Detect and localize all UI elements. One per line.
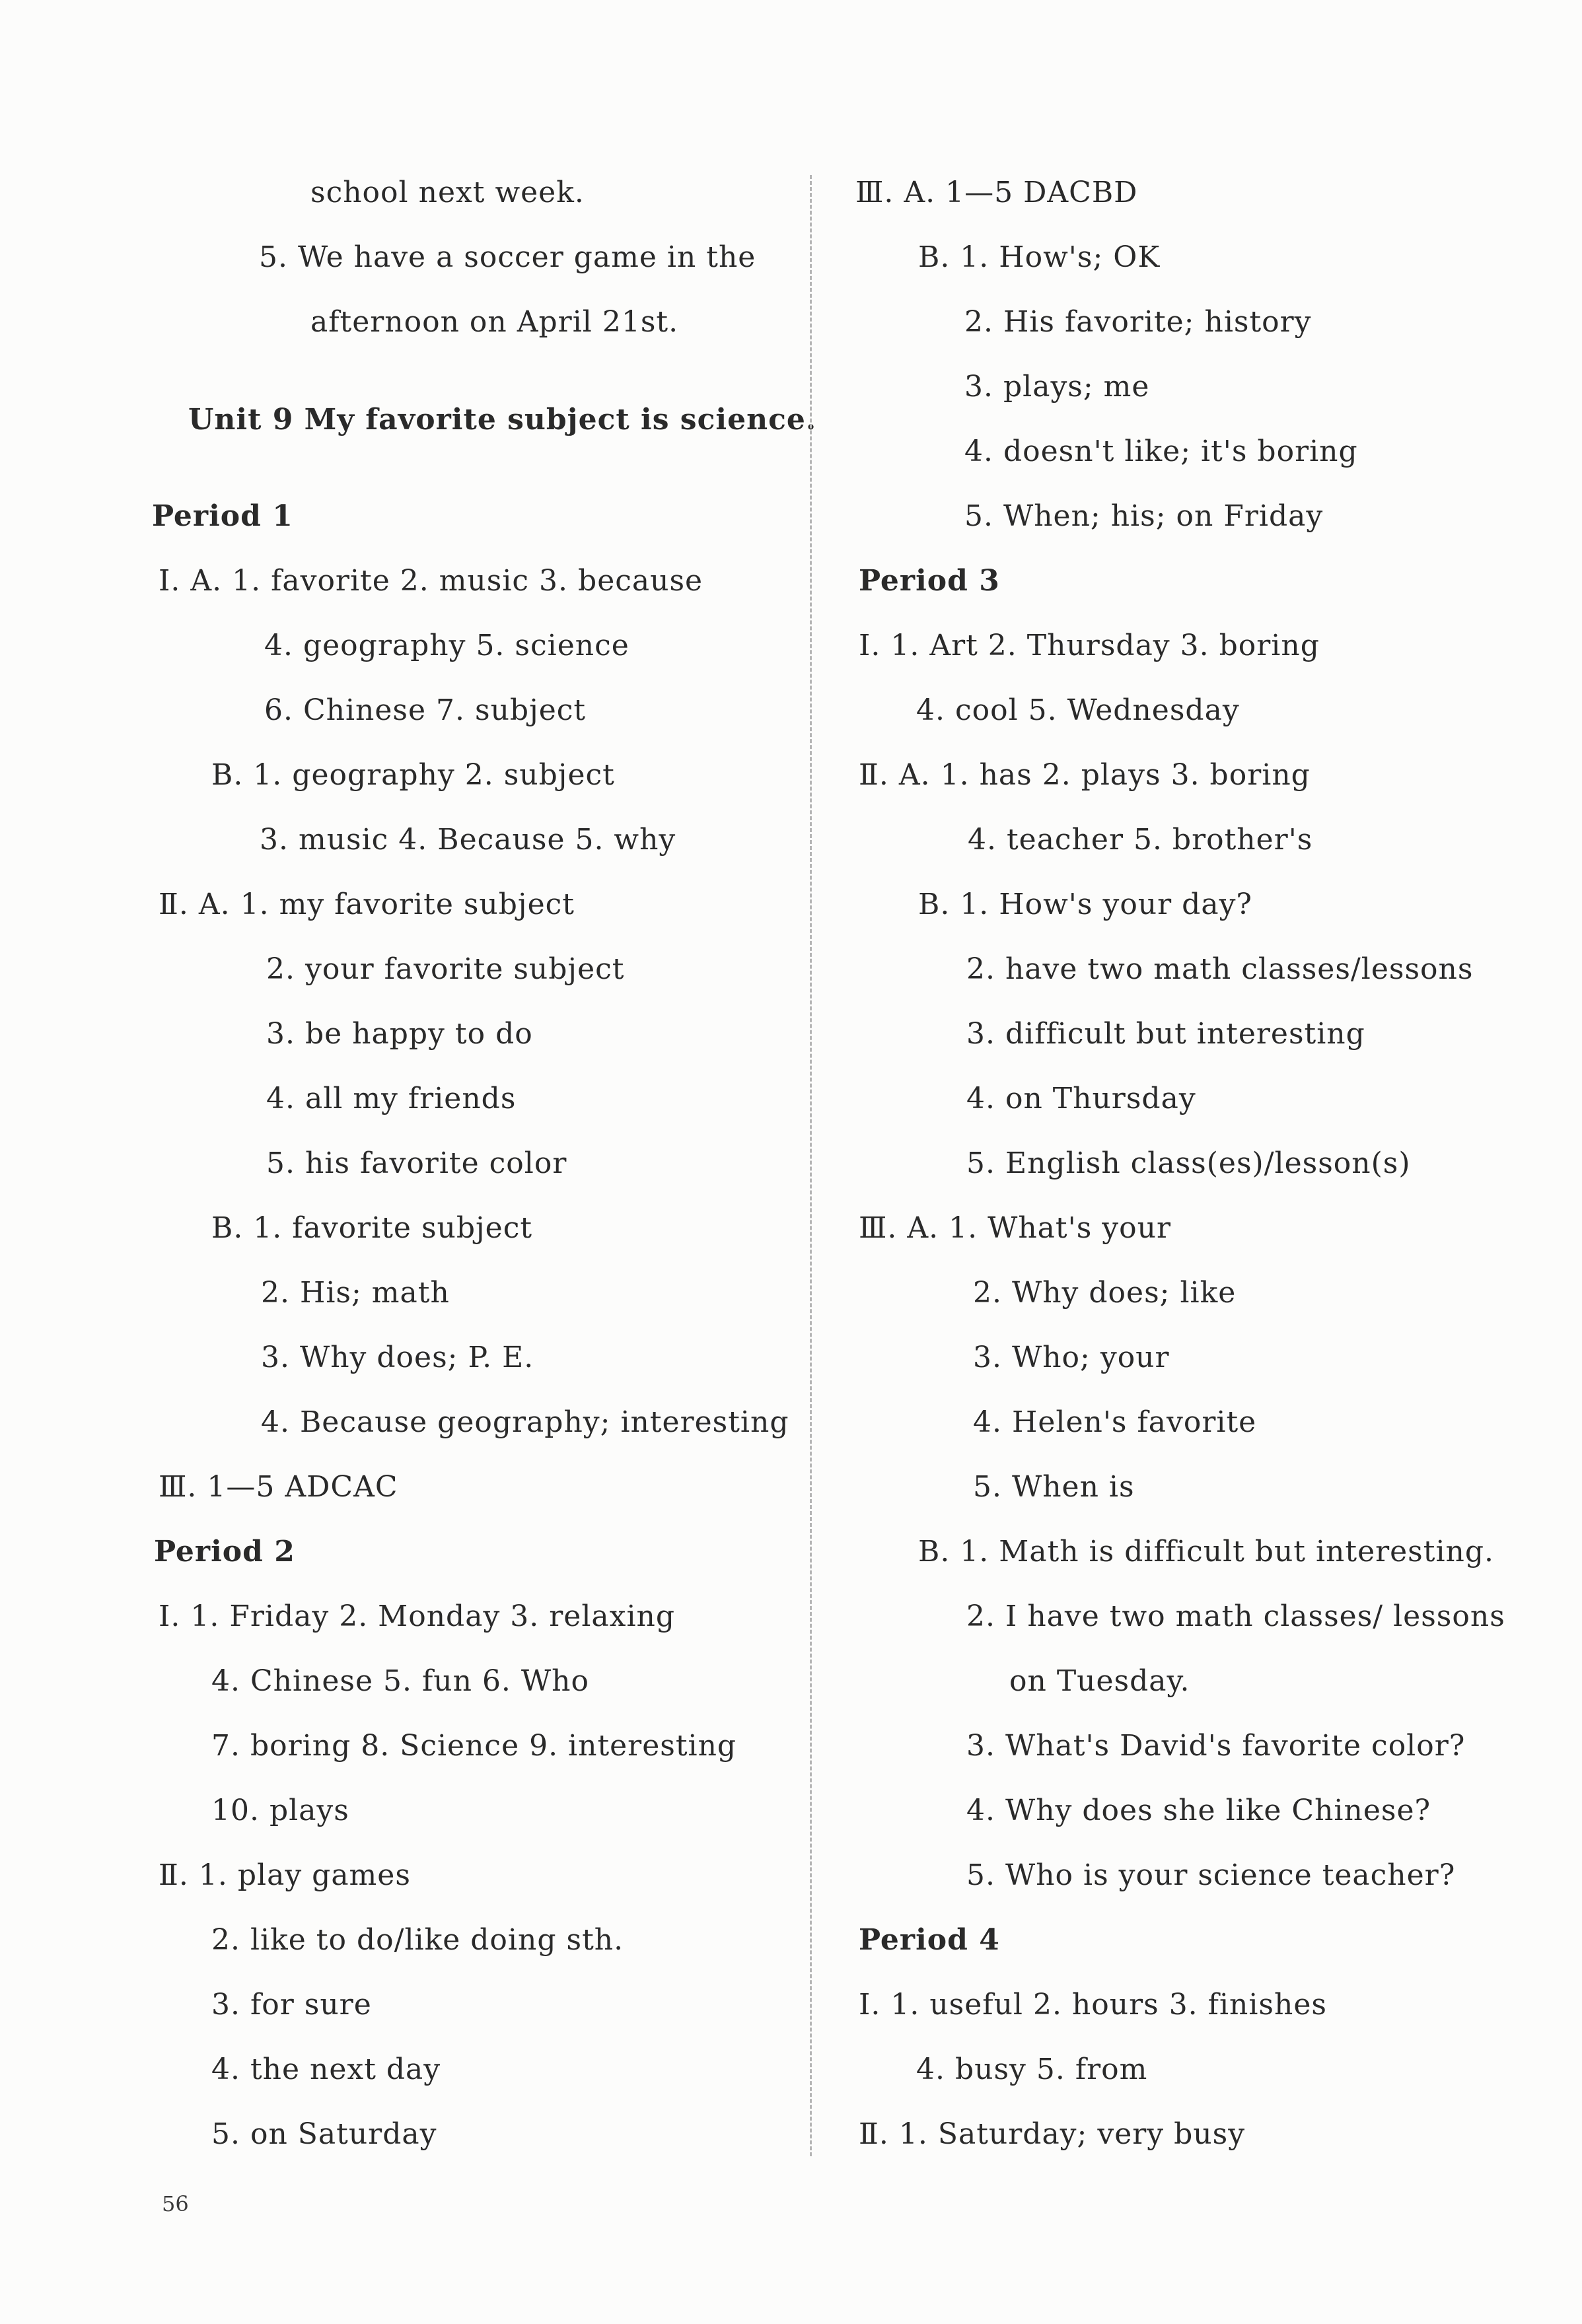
unit-heading: Unit 9 My favorite subject is science.: [188, 403, 817, 437]
answer-line: Ⅱ. A. 1. has 2. plays 3. boring: [859, 758, 1311, 792]
answer-line: Ⅱ. A. 1. my favorite subject: [159, 888, 575, 921]
answer-line: on Tuesday.: [1009, 1664, 1190, 1698]
answer-line: 3. for sure: [211, 1988, 372, 2022]
answer-line: 3. Who; your: [973, 1341, 1170, 1374]
period-heading: Period 2: [154, 1535, 295, 1568]
answer-line: 5. When; his; on Friday: [964, 499, 1324, 533]
answer-line: 2. I have two math classes/ lessons: [966, 1600, 1505, 1633]
right-column: [855, 0, 1516, 2179]
answer-line: 10. plays: [211, 1794, 349, 1827]
answer-line: 5. We have a soccer game in the: [259, 240, 756, 274]
answer-line: 3. plays; me: [964, 370, 1150, 404]
answer-line: 2. Why does; like: [973, 1276, 1237, 1310]
answer-line: 2. your favorite subject: [266, 952, 625, 986]
answer-line: 2. like to do/like doing sth.: [211, 1923, 624, 1957]
answer-line: 5. When is: [973, 1470, 1135, 1504]
answer-line: 6. Chinese 7. subject: [264, 693, 587, 727]
answer-line: B. 1. favorite subject: [211, 1211, 533, 1245]
answer-line: afternoon on April 21st.: [310, 305, 679, 339]
answer-line: 7. boring 8. Science 9. interesting: [211, 1729, 737, 1763]
period-heading: Period 1: [152, 499, 293, 533]
answer-line: 3. Why does; P. E.: [261, 1341, 534, 1374]
answer-line: 5. on Saturday: [211, 2117, 437, 2151]
answer-line: 5. his favorite color: [266, 1146, 567, 1180]
answer-line: Ⅲ. A. 1—5 DACBD: [855, 176, 1138, 209]
answer-line: 2. have two math classes/lessons: [966, 952, 1474, 986]
answer-line: 5. English class(es)/lesson(s): [966, 1146, 1411, 1180]
answer-line: B. 1. How's your day?: [918, 888, 1253, 921]
period-heading: Period 4: [859, 1923, 1000, 1957]
answer-line: Ⅲ. A. 1. What's your: [859, 1211, 1171, 1245]
answer-line: Ⅰ. A. 1. favorite 2. music 3. because: [159, 564, 703, 598]
answer-line: 4. on Thursday: [966, 1082, 1196, 1115]
answer-line: 3. difficult but interesting: [966, 1017, 1365, 1051]
answer-line: 4. teacher 5. brother's: [968, 823, 1313, 857]
page-number: 56: [162, 2191, 189, 2216]
answer-line: Ⅰ. 1. Art 2. Thursday 3. boring: [859, 629, 1320, 662]
answer-line: 4. Helen's favorite: [973, 1405, 1257, 1439]
answer-line: 2. His; math: [261, 1276, 450, 1310]
answer-line: school next week.: [310, 176, 585, 209]
answer-line: 4. the next day: [211, 2053, 441, 2086]
answer-line: 4. Because geography; interesting: [261, 1405, 789, 1439]
answer-line: 4. Why does she like Chinese?: [966, 1794, 1431, 1827]
answer-line: B. 1. Math is difficult but interesting.: [918, 1535, 1495, 1568]
answer-line: 2. His favorite; history: [964, 305, 1312, 339]
period-heading: Period 3: [859, 564, 1000, 598]
answer-line: B. 1. geography 2. subject: [211, 758, 615, 792]
answer-line: 4. busy 5. from: [916, 2053, 1148, 2086]
answer-line: 5. Who is your science teacher?: [966, 1858, 1456, 1892]
answer-line: 4. geography 5. science: [264, 629, 629, 662]
answer-line: 3. music 4. Because 5. why: [260, 823, 676, 857]
answer-line: 3. What's David's favorite color?: [966, 1729, 1466, 1763]
answer-line: Ⅰ. 1. Friday 2. Monday 3. relaxing: [159, 1600, 676, 1633]
answer-line: Ⅲ. 1—5 ADCAC: [159, 1470, 398, 1504]
answer-line: Ⅱ. 1. Saturday; very busy: [859, 2117, 1246, 2151]
left-column: [149, 0, 817, 2179]
answer-line: 3. be happy to do: [266, 1017, 533, 1051]
answer-line: 4. Chinese 5. fun 6. Who: [211, 1664, 589, 1698]
answer-line: B. 1. How's; OK: [918, 240, 1161, 274]
answer-line: 4. doesn't like; it's boring: [964, 435, 1358, 468]
answer-line: Ⅰ. 1. useful 2. hours 3. finishes: [859, 1988, 1327, 2022]
column-divider: [810, 175, 812, 2156]
answer-line: 4. cool 5. Wednesday: [916, 693, 1240, 727]
answer-line: 4. all my friends: [266, 1082, 517, 1115]
answer-line: Ⅱ. 1. play games: [159, 1858, 411, 1892]
